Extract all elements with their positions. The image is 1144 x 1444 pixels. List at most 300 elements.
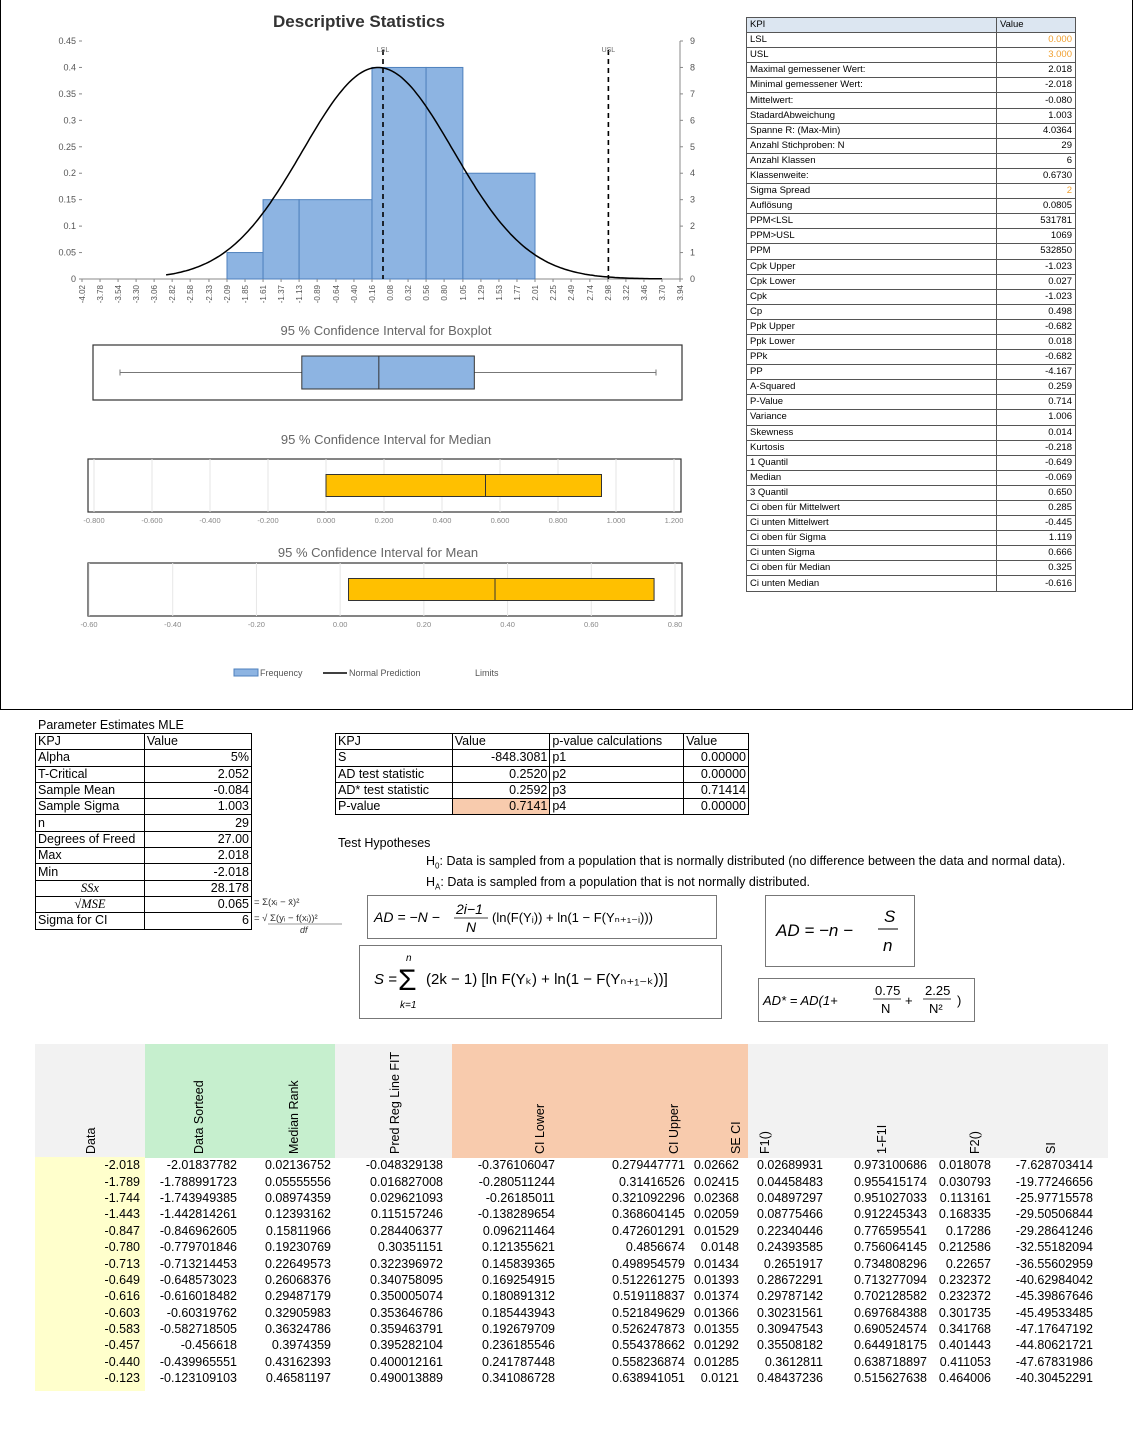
data-sorted: -0.846962605 xyxy=(159,1223,237,1238)
data-sorted: -0.616018482 xyxy=(159,1289,237,1304)
f1: 0.30947543 xyxy=(756,1322,823,1337)
ad-value: 0.2592 xyxy=(452,782,550,798)
kpi-name: Anzahl Klassen xyxy=(747,153,997,168)
kpi-row xyxy=(747,516,1076,531)
kpi-name: Anzahl Stichproben: N xyxy=(747,138,997,153)
kpi-value: 0.0805 xyxy=(996,199,1075,214)
y-tick-label: 0.05 xyxy=(58,247,76,258)
kpi-row xyxy=(747,244,1076,259)
kpi-value: -0.445 xyxy=(996,516,1075,531)
kpi-value: 0.666 xyxy=(996,546,1075,561)
kpi-name: Skewness xyxy=(747,425,997,440)
f2: 0.17286 xyxy=(945,1223,991,1238)
svg-text:n: n xyxy=(406,953,412,964)
x-tick-label: 2.01 xyxy=(531,285,541,301)
one-minus-f1: 0.756064145 xyxy=(854,1240,927,1255)
kpi-value: 0.259 xyxy=(996,380,1075,395)
one-minus-f1: 0.734808296 xyxy=(854,1256,927,1271)
x-tick-label: 0.800 xyxy=(548,516,568,525)
data-value: -0.603 xyxy=(104,1305,140,1320)
ad-row xyxy=(336,799,749,815)
kpi-row xyxy=(747,259,1076,274)
one-minus-f1: 0.955415174 xyxy=(854,1174,927,1189)
y2-tick-label: 0 xyxy=(690,274,696,284)
svg-text:= Σ(xᵢ − x̄)²: = Σ(xᵢ − x̄)² xyxy=(254,897,300,908)
kpi-name: Ppk Upper xyxy=(747,319,997,334)
kpi-value: -0.682 xyxy=(996,350,1075,365)
one-minus-f1: 0.912245343 xyxy=(854,1207,927,1222)
mle-row xyxy=(36,896,252,912)
y2-tick-label: 8 xyxy=(690,62,696,73)
se-ci: 0.02368 xyxy=(693,1190,739,1205)
kpi-row xyxy=(747,153,1076,168)
kpi-name: Ppk Lower xyxy=(747,334,997,349)
kpi-name: Median xyxy=(747,470,997,485)
pred-reg-fit: 0.284406377 xyxy=(370,1223,443,1238)
data-row xyxy=(35,1223,1093,1239)
f2: 0.232372 xyxy=(938,1272,991,1287)
si: -47.17647192 xyxy=(1015,1322,1093,1337)
kpi-value: 531781 xyxy=(996,214,1075,229)
pred-reg-fit: 0.340758095 xyxy=(370,1272,443,1287)
x-tick-label: 2.25 xyxy=(549,285,559,301)
y-tick-label: 0.35 xyxy=(58,88,76,99)
pred-reg-fit: 0.350005074 xyxy=(370,1289,443,1304)
ci-lower: 0.341086728 xyxy=(482,1371,555,1386)
y-tick-label: 0.1 xyxy=(63,221,76,232)
data-row xyxy=(35,1337,1093,1353)
kpi-name: PPM<LSL xyxy=(747,214,997,229)
svg-text:= √ Σ(yᵢ − f(xᵢ))²: = √ Σ(yᵢ − f(xᵢ))² xyxy=(254,913,318,924)
col-label-ci-lower: CI Lower xyxy=(533,1103,547,1154)
f1: 0.35508182 xyxy=(756,1338,823,1353)
x-tick-label: 0.600 xyxy=(490,516,510,525)
kpi-header-name: KPI xyxy=(747,18,997,33)
kpi-value: 0.014 xyxy=(996,425,1075,440)
ci-upper: 0.554378662 xyxy=(612,1338,685,1353)
limit-label: LSL xyxy=(376,47,390,54)
f2: 0.168335 xyxy=(938,1207,991,1222)
kpi-name: Sigma Spread xyxy=(747,184,997,199)
median-rank: 0.02136752 xyxy=(264,1158,331,1173)
kpi-value: 2.018 xyxy=(996,63,1075,78)
mean-ci-title: 95 % Confidence Interval for Mean xyxy=(277,545,479,560)
data-row xyxy=(35,1370,1093,1386)
mle-value: 29 xyxy=(144,815,251,831)
ci-upper: 0.558236874 xyxy=(612,1354,685,1369)
data-value: -0.440 xyxy=(104,1354,140,1369)
x-tick-label: -1.13 xyxy=(295,285,305,304)
histogram-bar xyxy=(299,200,372,279)
median-rank: 0.05555556 xyxy=(264,1174,331,1189)
kpi-value: -0.616 xyxy=(996,576,1075,591)
col-label-rank: Median Rank xyxy=(287,1080,301,1154)
kpi-name: Ci unten Mittelwert xyxy=(747,516,997,531)
x-tick-label: 1.000 xyxy=(606,516,626,525)
kpi-value: 1.119 xyxy=(996,531,1075,546)
kpi-name: Cpk Upper xyxy=(747,259,997,274)
kpi-name: Maximal gemessener Wert: xyxy=(747,63,997,78)
ad-row xyxy=(336,766,749,782)
col-label-ci-upper: CI Upper xyxy=(667,1103,681,1154)
kpi-row xyxy=(747,334,1076,349)
data-value: -1.789 xyxy=(104,1174,140,1189)
svg-text:S: S xyxy=(884,907,896,926)
header-bg-green xyxy=(145,1044,335,1158)
kpi-row xyxy=(747,501,1076,516)
si: -45.39867646 xyxy=(1015,1289,1093,1304)
histogram xyxy=(58,36,695,303)
data-row xyxy=(35,1157,1093,1173)
data-value: -0.457 xyxy=(104,1338,140,1353)
data-sorted: -0.456618 xyxy=(180,1338,237,1353)
kpi-name: Auflösung xyxy=(747,199,997,214)
kpi-value: -0.218 xyxy=(996,440,1075,455)
kpi-row xyxy=(747,380,1076,395)
mle-row xyxy=(36,864,252,880)
pred-reg-fit: 0.30351151 xyxy=(377,1240,443,1255)
pred-reg-fit: 0.490013889 xyxy=(370,1371,443,1386)
y-tick-label: 0.15 xyxy=(58,194,76,205)
si: -29.28641246 xyxy=(1015,1223,1093,1238)
svg-text:AD* = AD(1+: AD* = AD(1+ xyxy=(763,993,838,1008)
p-name: p3 xyxy=(550,782,684,798)
si: -40.62984042 xyxy=(1015,1272,1093,1287)
mle-row xyxy=(36,848,252,864)
pred-reg-fit: 0.353646786 xyxy=(370,1305,443,1320)
histogram-bar xyxy=(227,253,263,279)
svg-text:+: + xyxy=(905,993,913,1008)
ci-lower: 0.121355621 xyxy=(482,1240,555,1255)
kpi-value: 0.650 xyxy=(996,485,1075,500)
kpi-row xyxy=(747,199,1076,214)
x-tick-label: -2.33 xyxy=(204,285,214,304)
ci-upper: 0.472601291 xyxy=(612,1223,685,1238)
median-rank: 0.29487179 xyxy=(264,1289,331,1304)
p-header-value: Value xyxy=(684,734,749,750)
pred-reg-fit: 0.115157246 xyxy=(370,1207,443,1222)
mle-value: 2.052 xyxy=(144,766,251,782)
ad-header-value: Value xyxy=(452,734,550,750)
se-ci: 0.02059 xyxy=(693,1207,739,1222)
si: -45.49533485 xyxy=(1015,1305,1093,1320)
kpi-name: Spanne R: (Max-Min) xyxy=(747,123,997,138)
x-tick-label: 2.49 xyxy=(567,285,577,301)
x-tick-label: -0.20 xyxy=(247,620,265,629)
kpi-row xyxy=(747,561,1076,576)
kpi-value: -0.682 xyxy=(996,319,1075,334)
mle-value: 0.065 xyxy=(144,896,251,912)
ci-lower: 0.096211464 xyxy=(482,1223,555,1238)
si: -44.80621721 xyxy=(1015,1338,1093,1353)
median-ci-chart xyxy=(83,459,683,525)
kpi-row xyxy=(747,123,1076,138)
x-tick-label: -3.06 xyxy=(150,285,160,304)
mle-value: -2.018 xyxy=(144,864,251,880)
f1: 0.28672291 xyxy=(756,1272,823,1287)
ad-name: S xyxy=(336,750,453,766)
kpi-name: 1 Quantil xyxy=(747,455,997,470)
col-label-1-f1: 1-F1I xyxy=(875,1124,889,1154)
legend-label: Normal Prediction xyxy=(349,668,421,678)
col-label-f2: F2() xyxy=(968,1131,982,1154)
svg-text:): ) xyxy=(957,993,962,1008)
si: -7.628703414 xyxy=(1015,1158,1093,1173)
kpi-value: -0.069 xyxy=(996,470,1075,485)
one-minus-f1: 0.690524574 xyxy=(854,1322,927,1337)
mle-table xyxy=(35,733,252,930)
x-tick-label: 0.32 xyxy=(404,285,414,301)
x-tick-label: -3.78 xyxy=(96,285,106,304)
mle-header-name: KPJ xyxy=(36,734,145,750)
data-row xyxy=(35,1288,1093,1304)
mle-name: SSx xyxy=(36,880,145,896)
si: -47.67831986 xyxy=(1015,1354,1093,1369)
kpi-name: Klassenweite: xyxy=(747,168,997,183)
ad-name: AD test statistic xyxy=(336,766,453,782)
mle-row xyxy=(36,766,252,782)
kpi-value: 1.003 xyxy=(996,108,1075,123)
si: -19.77246656 xyxy=(1015,1174,1093,1189)
y2-tick-label: 9 xyxy=(690,36,696,46)
kpi-row xyxy=(747,485,1076,500)
mle-value: 28.178 xyxy=(144,880,251,896)
f1: 0.29787142 xyxy=(756,1289,823,1304)
data-sorted: -0.648573023 xyxy=(159,1272,237,1287)
pred-reg-fit: 0.029621093 xyxy=(370,1190,443,1205)
kpi-row xyxy=(747,440,1076,455)
svg-text:Σ: Σ xyxy=(398,964,417,997)
y-tick-label: 0 xyxy=(70,274,76,284)
kpi-name: Ci oben für Mittelwert xyxy=(747,501,997,516)
se-ci: 0.0148 xyxy=(700,1240,739,1255)
x-tick-label: 0.000 xyxy=(316,516,336,525)
kpi-row xyxy=(747,214,1076,229)
se-ci: 0.01434 xyxy=(693,1256,739,1271)
ci-lower: 0.185443943 xyxy=(482,1305,555,1320)
data-value: -0.713 xyxy=(104,1256,140,1271)
x-tick-label: 0.40 xyxy=(500,620,515,629)
p-value: 0.00000 xyxy=(684,799,749,815)
x-tick-label: -3.30 xyxy=(132,285,142,304)
mle-name: Alpha xyxy=(36,750,145,766)
header-bg-ci xyxy=(452,1044,748,1158)
kpi-value: 1.006 xyxy=(996,410,1075,425)
svg-text:AD = −n −: AD = −n − xyxy=(776,921,854,940)
kpi-row xyxy=(747,350,1076,365)
f1: 0.08775466 xyxy=(756,1207,823,1222)
kpi-name: Ci oben für Median xyxy=(747,561,997,576)
mle-name: n xyxy=(36,815,145,831)
x-tick-label: -1.85 xyxy=(241,285,251,304)
x-tick-label: -0.800 xyxy=(83,516,105,525)
ci-lower: 0.241787448 xyxy=(482,1354,555,1369)
ci-lower: -0.280511244 xyxy=(478,1174,555,1189)
kpi-value: -1.023 xyxy=(996,259,1075,274)
se-ci: 0.01355 xyxy=(693,1322,739,1337)
ad-star-formula xyxy=(758,978,975,1022)
pred-reg-fit: 0.400012161 xyxy=(370,1354,443,1369)
kpi-value: -0.649 xyxy=(996,455,1075,470)
kpi-name: P-Value xyxy=(747,395,997,410)
y-tick-label: 0.25 xyxy=(58,141,76,152)
histogram-bar xyxy=(426,67,463,279)
kpi-value: 0.027 xyxy=(996,274,1075,289)
f2: 0.030793 xyxy=(938,1174,991,1189)
median-rank: 0.08974359 xyxy=(264,1190,331,1205)
f1: 0.3612811 xyxy=(764,1354,823,1369)
svg-text:AD = −N −: AD = −N − xyxy=(374,909,440,925)
one-minus-f1: 0.644918175 xyxy=(854,1338,927,1353)
se-ci: 0.01393 xyxy=(693,1272,739,1287)
x-tick-label: 3.22 xyxy=(621,285,631,301)
kpi-name: StadardAbweichung xyxy=(747,108,997,123)
x-tick-label: 3.46 xyxy=(639,285,649,301)
median-rank: 0.22649573 xyxy=(264,1256,331,1271)
histogram-bar xyxy=(463,173,535,279)
kpi-value: 1069 xyxy=(996,229,1075,244)
kpi-row xyxy=(747,33,1076,48)
hypothesis-h0-text: Data is sampled from a population that is normally distributed (no difference between the data and normal data). xyxy=(446,854,1066,868)
y2-tick-label: 2 xyxy=(690,221,696,232)
col-label-sorted: Data Sorteed xyxy=(192,1080,206,1154)
pred-reg-fit: 0.359463791 xyxy=(370,1322,443,1337)
ad-header-name: KPJ xyxy=(336,734,453,750)
se-ci: 0.01374 xyxy=(693,1289,739,1304)
x-tick-label: 2.74 xyxy=(585,285,595,301)
kpi-row xyxy=(747,576,1076,591)
x-tick-label: 0.08 xyxy=(386,285,396,301)
mle-name: Sample Mean xyxy=(36,782,145,798)
kpi-value: 0.018 xyxy=(996,334,1075,349)
svg-text:df: df xyxy=(300,925,308,935)
hypotheses-title: Test Hypotheses xyxy=(338,836,431,850)
data-sorted: -1.442814261 xyxy=(159,1207,237,1222)
kpi-value: -0.080 xyxy=(996,93,1075,108)
data-row xyxy=(35,1255,1093,1271)
kpi-row xyxy=(747,546,1076,561)
ssx-formula xyxy=(252,893,347,935)
y2-tick-label: 1 xyxy=(690,247,696,258)
kpi-value: -2.018 xyxy=(996,78,1075,93)
pred-reg-fit: 0.322396972 xyxy=(370,1256,443,1271)
kpi-name: Cpk xyxy=(747,289,997,304)
kpi-name: Ci oben für Sigma xyxy=(747,531,997,546)
ad-value: 0.7141 xyxy=(452,799,550,815)
ad-short-formula xyxy=(765,895,915,967)
kpi-name: Cp xyxy=(747,304,997,319)
mle-row xyxy=(36,815,252,831)
x-tick-label: -4.02 xyxy=(78,285,87,304)
data-value: -0.780 xyxy=(104,1240,140,1255)
col-label-si: SI xyxy=(1044,1142,1058,1154)
data-row xyxy=(35,1321,1093,1337)
mle-name: Max xyxy=(36,848,145,864)
kpi-value: 0.325 xyxy=(996,561,1075,576)
svg-text:N: N xyxy=(466,919,477,935)
svg-text:2.25: 2.25 xyxy=(925,983,951,998)
pred-reg-fit: 0.395282104 xyxy=(370,1338,443,1353)
ad-formula xyxy=(367,895,717,939)
ci-upper: 0.368604145 xyxy=(612,1207,685,1222)
kpi-value: 0.000 xyxy=(996,33,1075,48)
one-minus-f1: 0.515627638 xyxy=(854,1371,927,1386)
y2-tick-label: 7 xyxy=(690,88,696,99)
one-minus-f1: 0.697684388 xyxy=(854,1305,927,1320)
data-value: -0.649 xyxy=(104,1272,140,1287)
kpi-table xyxy=(746,17,1076,592)
ci-lower: -0.376106047 xyxy=(477,1158,555,1173)
svg-text:N: N xyxy=(881,1001,891,1016)
x-tick-label: -0.16 xyxy=(367,285,377,304)
box xyxy=(302,356,475,389)
y2-tick-label: 3 xyxy=(690,194,696,205)
hypothesis-ha: $H_A$: Data is sampled from a population that is not normally distributed. xyxy=(426,875,811,892)
legend-label: Frequency xyxy=(260,668,303,678)
median-rank: 0.19230769 xyxy=(264,1240,331,1255)
x-tick-label: -0.89 xyxy=(313,285,323,304)
x-tick-label: 0.60 xyxy=(583,620,599,629)
kpi-name: A-Squared xyxy=(747,380,997,395)
si: -29.50506844 xyxy=(1015,1207,1093,1222)
si: -25.97715578 xyxy=(1015,1190,1093,1205)
mle-row xyxy=(36,880,252,896)
f2: 0.401443 xyxy=(938,1338,991,1353)
kpi-name: LSL xyxy=(747,33,997,48)
mle-value: 2.018 xyxy=(144,848,251,864)
se-ci: 0.01292 xyxy=(693,1338,739,1353)
x-tick-label: 3.70 xyxy=(657,285,667,301)
kpi-row xyxy=(747,93,1076,108)
kpi-value: 4.0364 xyxy=(996,123,1075,138)
kpi-row xyxy=(747,289,1076,304)
svg-text:k=1: k=1 xyxy=(400,1000,417,1011)
x-tick-label: -3.54 xyxy=(114,285,124,304)
f2: 0.018078 xyxy=(938,1158,991,1173)
x-tick-label: -1.61 xyxy=(259,285,269,304)
x-tick-label: -0.600 xyxy=(141,516,163,525)
f2: 0.464006 xyxy=(938,1371,991,1386)
ad-value: -848.3081 xyxy=(452,750,550,766)
kpi-value: 532850 xyxy=(996,244,1075,259)
x-tick-label: -1.37 xyxy=(277,285,287,304)
ad-row xyxy=(336,750,749,766)
ci-lower: 0.180891312 xyxy=(482,1289,555,1304)
x-tick-label: -0.60 xyxy=(80,620,98,629)
pred-reg-fit: -0.048329138 xyxy=(365,1158,443,1173)
ad-name: P-value xyxy=(336,799,453,815)
data-row xyxy=(35,1239,1093,1255)
kpi-name: PPk xyxy=(747,350,997,365)
x-tick-label: 3.94 xyxy=(676,285,685,301)
chart-area xyxy=(0,0,740,690)
kpi-value: 2 xyxy=(996,184,1075,199)
ci-lower: 0.236185546 xyxy=(482,1338,555,1353)
one-minus-f1: 0.951027033 xyxy=(854,1190,927,1205)
mle-row xyxy=(36,782,252,798)
f2: 0.212586 xyxy=(938,1240,991,1255)
ci-upper: 0.321092296 xyxy=(612,1190,685,1205)
kpi-name: USL xyxy=(747,48,997,63)
se-ci: 0.0121 xyxy=(700,1371,739,1386)
data-sorted: -0.123109103 xyxy=(159,1371,237,1386)
one-minus-f1: 0.638718897 xyxy=(854,1354,927,1369)
f1: 0.48437236 xyxy=(756,1371,823,1386)
kpi-value: 0.714 xyxy=(996,395,1075,410)
data-value: -0.583 xyxy=(104,1322,140,1337)
ci-upper: 0.31416526 xyxy=(618,1174,685,1189)
x-tick-label: 0.200 xyxy=(374,516,394,525)
